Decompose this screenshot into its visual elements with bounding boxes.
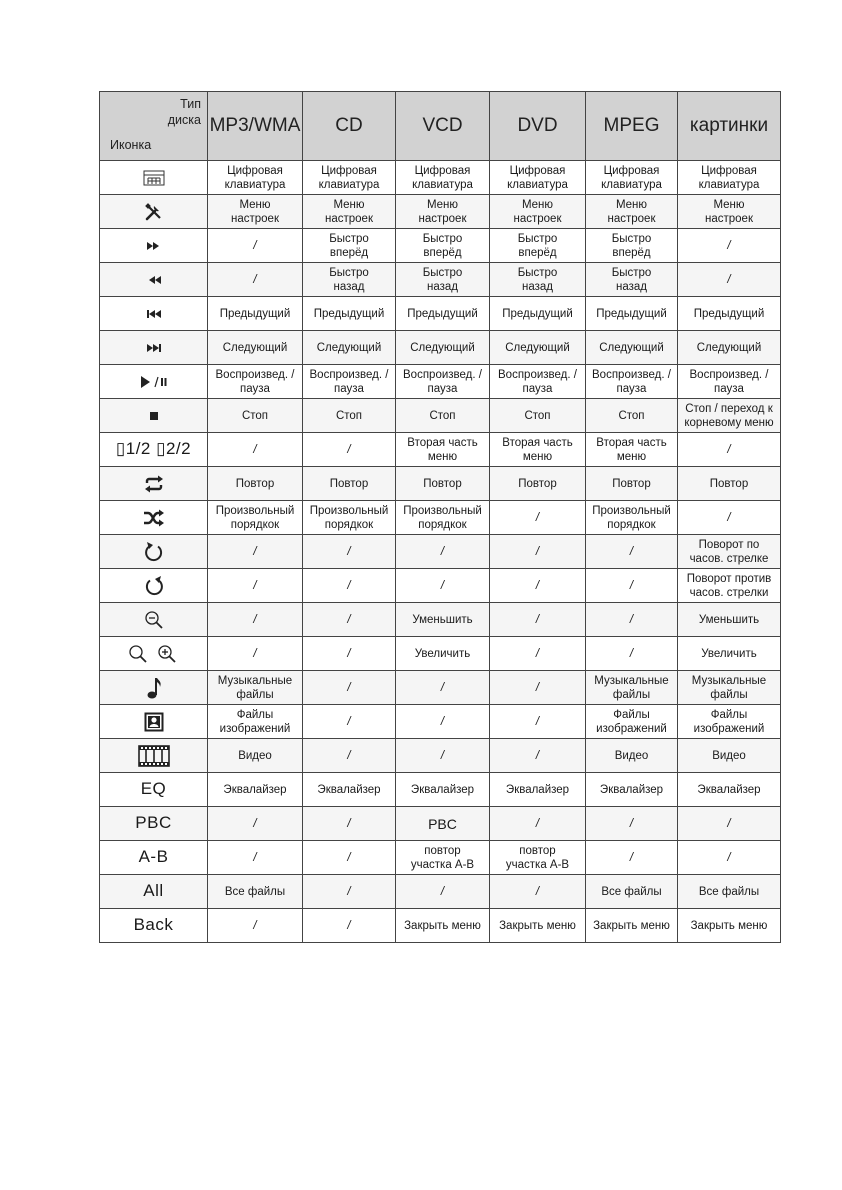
cell-next-col-5: Следующий [586, 331, 678, 365]
cell-play-pause-col-1: Воспроизвед. / пауза [208, 365, 303, 399]
icon-cell-rewind [100, 263, 208, 297]
cell-all-col-2: / [303, 875, 396, 909]
icon-cell-previous [100, 297, 208, 331]
icon-cell-film [100, 739, 208, 773]
table-row [100, 331, 781, 365]
icon-cell-keypad [100, 161, 208, 195]
cell-keypad-col-1: Цифровая клавиатура [208, 161, 303, 195]
table-row [100, 467, 781, 501]
table-row [100, 841, 781, 875]
fast-forward-icon [100, 240, 207, 252]
page-icon: ▯1/2 ▯2/2 [115, 438, 192, 458]
table-row [100, 535, 781, 569]
cell-eq-col-3: Эквалайзер [396, 773, 490, 807]
cell-zoom-in-col-6: Увеличить [678, 637, 781, 671]
cell-pbc-col-4: / [490, 807, 586, 841]
cell-back-col-3: Закрыть меню [396, 909, 490, 943]
keypad-icon [100, 170, 207, 186]
film-icon [100, 745, 207, 767]
cell-stop-col-1: Стоп [208, 399, 303, 433]
icon-cell-rotate-clockwise [100, 535, 208, 569]
table-row [100, 433, 781, 467]
cell-play-pause-col-5: Воспроизвед. / пауза [586, 365, 678, 399]
cell-rotate-clockwise-col-3: / [396, 535, 490, 569]
cell-rewind-col-5: Быстро назад [586, 263, 678, 297]
cell-all-col-3: / [396, 875, 490, 909]
cell-eq-col-2: Эквалайзер [303, 773, 396, 807]
cell-ab-repeat-col-6: / [678, 841, 781, 875]
cell-page-col-4: Вторая часть меню [490, 433, 586, 467]
cell-previous-col-2: Предыдущий [303, 297, 396, 331]
cell-repeat-col-1: Повтор [208, 467, 303, 501]
stop-icon [100, 410, 207, 422]
table-row [100, 807, 781, 841]
cell-tools-col-1: Меню настроек [208, 195, 303, 229]
cell-pbc-col-1: / [208, 807, 303, 841]
cell-image-col-2: / [303, 705, 396, 739]
table-row [100, 671, 781, 705]
cell-repeat-col-2: Повтор [303, 467, 396, 501]
column-header-vcd: VCD [396, 92, 490, 161]
shuffle-icon [100, 509, 207, 527]
music-note-icon [100, 676, 207, 700]
cell-play-pause-col-3: Воспроизвед. / пауза [396, 365, 490, 399]
cell-pbc-col-6: / [678, 807, 781, 841]
cell-film-col-2: / [303, 739, 396, 773]
cell-back-col-2: / [303, 909, 396, 943]
table-row [100, 501, 781, 535]
cell-stop-col-5: Стоп [586, 399, 678, 433]
cell-film-col-5: Видео [586, 739, 678, 773]
cell-page-col-3: Вторая часть меню [396, 433, 490, 467]
cell-zoom-out-col-6: Уменьшить [678, 603, 781, 637]
icon-cell-eq [100, 773, 208, 807]
cell-all-col-5: Все файлы [586, 875, 678, 909]
cell-rotate-counterclockwise-col-6: Поворот против часов. стрелки [678, 569, 781, 603]
cell-rotate-counterclockwise-col-5: / [586, 569, 678, 603]
cell-rewind-col-2: Быстро назад [303, 263, 396, 297]
cell-fast-forward-col-3: Быстро вперёд [396, 229, 490, 263]
table-row [100, 705, 781, 739]
cell-ab-repeat-col-1: / [208, 841, 303, 875]
table-row [100, 365, 781, 399]
cell-music-note-col-5: Музыкальные файлы [586, 671, 678, 705]
icon-cell-ab-repeat [100, 841, 208, 875]
cell-shuffle-col-5: Произвольный порядкок [586, 501, 678, 535]
cell-fast-forward-col-5: Быстро вперёд [586, 229, 678, 263]
icon-cell-shuffle [100, 501, 208, 535]
cell-next-col-4: Следующий [490, 331, 586, 365]
cell-music-note-col-1: Музыкальные файлы [208, 671, 303, 705]
cell-ab-repeat-col-2: / [303, 841, 396, 875]
cell-zoom-in-col-5: / [586, 637, 678, 671]
cell-eq-col-1: Эквалайзер [208, 773, 303, 807]
cell-fast-forward-col-4: Быстро вперёд [490, 229, 586, 263]
cell-rotate-clockwise-col-1: / [208, 535, 303, 569]
cell-tools-col-4: Меню настроек [490, 195, 586, 229]
icon-cell-stop [100, 399, 208, 433]
table-row [100, 909, 781, 943]
cell-shuffle-col-6: / [678, 501, 781, 535]
cell-previous-col-5: Предыдущий [586, 297, 678, 331]
cell-tools-col-5: Меню настроек [586, 195, 678, 229]
cell-tools-col-6: Меню настроек [678, 195, 781, 229]
icon-cell-next [100, 331, 208, 365]
cell-rotate-clockwise-col-6: Поворот по часов. стрелке [678, 535, 781, 569]
cell-rotate-counterclockwise-col-1: / [208, 569, 303, 603]
table-row [100, 773, 781, 807]
ab-repeat-icon: A-B [138, 846, 169, 866]
cell-keypad-col-4: Цифровая клавиатура [490, 161, 586, 195]
cell-page-col-5: Вторая часть меню [586, 433, 678, 467]
cell-previous-col-3: Предыдущий [396, 297, 490, 331]
cell-repeat-col-6: Повтор [678, 467, 781, 501]
cell-keypad-col-3: Цифровая клавиатура [396, 161, 490, 195]
cell-repeat-col-5: Повтор [586, 467, 678, 501]
column-header-dvd: DVD [490, 92, 586, 161]
cell-tools-col-2: Меню настроек [303, 195, 396, 229]
cell-play-pause-col-2: Воспроизвед. / пауза [303, 365, 396, 399]
back-icon: Back [133, 914, 174, 934]
cell-ab-repeat-col-4: повтор участка A-B [490, 841, 586, 875]
cell-stop-col-3: Стоп [396, 399, 490, 433]
cell-zoom-out-col-1: / [208, 603, 303, 637]
cell-eq-col-5: Эквалайзер [586, 773, 678, 807]
cell-fast-forward-col-2: Быстро вперёд [303, 229, 396, 263]
cell-ab-repeat-col-5: / [586, 841, 678, 875]
cell-next-col-3: Следующий [396, 331, 490, 365]
table-row [100, 739, 781, 773]
column-header-mp3-wma: MP3/WMA [208, 92, 303, 161]
cell-page-col-6: / [678, 433, 781, 467]
play-pause-icon [100, 375, 207, 389]
table-row [100, 229, 781, 263]
table-row [100, 263, 781, 297]
cell-zoom-out-col-5: / [586, 603, 678, 637]
rotate-clockwise-icon [100, 541, 207, 563]
rotate-counterclockwise-icon [100, 575, 207, 597]
icon-cell-zoom-out [100, 603, 208, 637]
cell-pbc-col-2: / [303, 807, 396, 841]
cell-fast-forward-col-6: / [678, 229, 781, 263]
cell-back-col-5: Закрыть меню [586, 909, 678, 943]
cell-stop-col-6: Стоп / переход к корневому меню [678, 399, 781, 433]
cell-zoom-out-col-4: / [490, 603, 586, 637]
cell-stop-col-4: Стоп [490, 399, 586, 433]
cell-image-col-4: / [490, 705, 586, 739]
cell-keypad-col-6: Цифровая клавиатура [678, 161, 781, 195]
cell-keypad-col-5: Цифровая клавиатура [586, 161, 678, 195]
disc-icon-function-table [99, 91, 781, 943]
cell-shuffle-col-3: Произвольный порядкок [396, 501, 490, 535]
cell-previous-col-1: Предыдущий [208, 297, 303, 331]
cell-pbc-col-5: / [586, 807, 678, 841]
cell-rewind-col-3: Быстро назад [396, 263, 490, 297]
cell-rewind-col-4: Быстро назад [490, 263, 586, 297]
cell-shuffle-col-4: / [490, 501, 586, 535]
all-icon: All [143, 880, 164, 900]
header-row [100, 92, 781, 161]
icon-cell-page [100, 433, 208, 467]
icon-cell-back [100, 909, 208, 943]
column-header-cd: CD [303, 92, 396, 161]
icon-cell-fast-forward [100, 229, 208, 263]
cell-keypad-col-2: Цифровая клавиатура [303, 161, 396, 195]
cell-music-note-col-4: / [490, 671, 586, 705]
cell-stop-col-2: Стоп [303, 399, 396, 433]
table-row [100, 603, 781, 637]
zoom-out-icon [100, 609, 207, 631]
corner-header-cell [100, 92, 208, 161]
icon-cell-tools [100, 195, 208, 229]
table-row [100, 297, 781, 331]
table-row [100, 399, 781, 433]
table-row [100, 875, 781, 909]
cell-film-col-4: / [490, 739, 586, 773]
cell-eq-col-6: Эквалайзер [678, 773, 781, 807]
cell-image-col-5: Файлы изображений [586, 705, 678, 739]
table-row [100, 637, 781, 671]
cell-rotate-clockwise-col-4: / [490, 535, 586, 569]
icon-column-label: Иконка [110, 138, 152, 152]
repeat-icon [100, 475, 207, 493]
rewind-icon [100, 274, 207, 286]
cell-rotate-counterclockwise-col-3: / [396, 569, 490, 603]
cell-page-col-1: / [208, 433, 303, 467]
cell-all-col-4: / [490, 875, 586, 909]
cell-previous-col-6: Предыдущий [678, 297, 781, 331]
cell-repeat-col-4: Повтор [490, 467, 586, 501]
cell-shuffle-col-1: Произвольный порядкок [208, 501, 303, 535]
cell-image-col-1: Файлы изображений [208, 705, 303, 739]
icon-cell-pbc [100, 807, 208, 841]
cell-rotate-clockwise-col-5: / [586, 535, 678, 569]
cell-back-col-4: Закрыть меню [490, 909, 586, 943]
cell-zoom-in-col-2: / [303, 637, 396, 671]
cell-previous-col-4: Предыдущий [490, 297, 586, 331]
cell-back-col-1: / [208, 909, 303, 943]
table-row [100, 195, 781, 229]
cell-music-note-col-3: / [396, 671, 490, 705]
table-row [100, 569, 781, 603]
eq-icon: EQ [140, 778, 167, 798]
icon-cell-all [100, 875, 208, 909]
cell-image-col-3: / [396, 705, 490, 739]
cell-pbc-col-3: PBC [396, 807, 490, 841]
cell-eq-col-4: Эквалайзер [490, 773, 586, 807]
cell-rotate-counterclockwise-col-2: / [303, 569, 396, 603]
cell-rotate-counterclockwise-col-4: / [490, 569, 586, 603]
cell-next-col-2: Следующий [303, 331, 396, 365]
cell-rewind-col-1: / [208, 263, 303, 297]
cell-zoom-out-col-2: / [303, 603, 396, 637]
cell-film-col-6: Видео [678, 739, 781, 773]
cell-film-col-3: / [396, 739, 490, 773]
cell-film-col-1: Видео [208, 739, 303, 773]
icon-cell-zoom-in [100, 637, 208, 671]
cell-next-col-6: Следующий [678, 331, 781, 365]
cell-rewind-col-6: / [678, 263, 781, 297]
icon-cell-rotate-counterclockwise [100, 569, 208, 603]
cell-rotate-clockwise-col-2: / [303, 535, 396, 569]
cell-zoom-in-col-1: / [208, 637, 303, 671]
next-icon [100, 342, 207, 354]
cell-next-col-1: Следующий [208, 331, 303, 365]
cell-play-pause-col-4: Воспроизвед. / пауза [490, 365, 586, 399]
icon-cell-image [100, 705, 208, 739]
cell-zoom-out-col-3: Уменьшить [396, 603, 490, 637]
cell-page-col-2: / [303, 433, 396, 467]
cell-zoom-in-col-4: / [490, 637, 586, 671]
table-row [100, 161, 781, 195]
table-body [100, 161, 781, 943]
previous-icon [100, 308, 207, 320]
cell-tools-col-3: Меню настроек [396, 195, 490, 229]
cell-fast-forward-col-1: / [208, 229, 303, 263]
cell-repeat-col-3: Повтор [396, 467, 490, 501]
cell-music-note-col-6: Музыкальные файлы [678, 671, 781, 705]
cell-zoom-in-col-3: Увеличить [396, 637, 490, 671]
cell-all-col-6: Все файлы [678, 875, 781, 909]
pbc-icon: PBC [135, 812, 172, 832]
cell-image-col-6: Файлы изображений [678, 705, 781, 739]
image-icon [100, 712, 207, 732]
tools-icon [100, 202, 207, 222]
cell-play-pause-col-6: Воспроизвед. / пауза [678, 365, 781, 399]
cell-all-col-1: Все файлы [208, 875, 303, 909]
icon-cell-repeat [100, 467, 208, 501]
disc-type-label: Тип диска [167, 97, 201, 127]
zoom-in-icon [100, 643, 207, 665]
icon-cell-play-pause [100, 365, 208, 399]
icon-cell-music-note [100, 671, 208, 705]
cell-back-col-6: Закрыть меню [678, 909, 781, 943]
column-header-pictures: картинки [678, 92, 781, 161]
cell-music-note-col-2: / [303, 671, 396, 705]
cell-shuffle-col-2: Произвольный порядкок [303, 501, 396, 535]
cell-ab-repeat-col-3: повтор участка A-B [396, 841, 490, 875]
column-header-mpeg: MPEG [586, 92, 678, 161]
